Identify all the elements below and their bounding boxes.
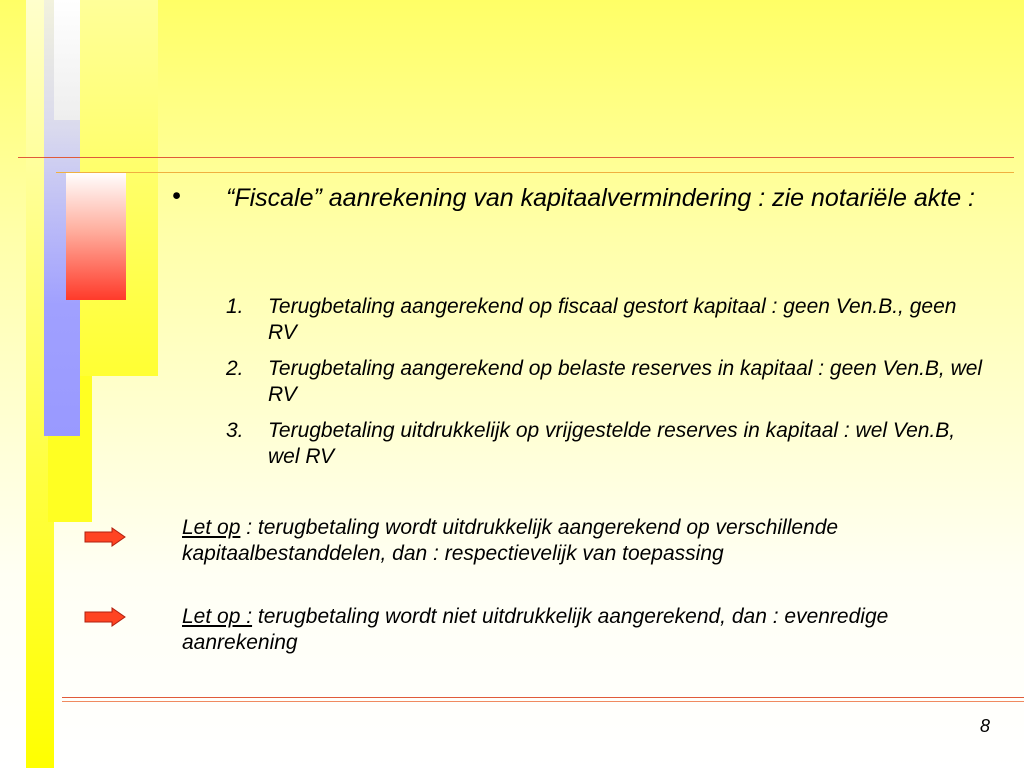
note-label: Let op xyxy=(182,516,241,539)
list-item-number: 2. xyxy=(226,357,244,380)
right-arrow-icon xyxy=(84,527,126,547)
main-bullet-symbol: • xyxy=(172,182,181,210)
list-item-text: Terugbetaling aangerekend op fiscaal gestort kapitaal : geen Ven.B., geen RV xyxy=(268,295,957,344)
note-let-op-2 xyxy=(182,604,1002,656)
right-arrow-icon xyxy=(84,607,126,627)
note-text: terugbetaling wordt niet uitdrukkelijk aangerekend, dan : evenredige aanrekening xyxy=(182,605,889,654)
list-item-number: 3. xyxy=(226,419,244,442)
note-text: : terugbetaling wordt uitdrukkelijk aangerekend op verschillende kapitaalbestanddelen, dan : respectievelijk van toepassing xyxy=(182,516,839,565)
list-item-number: 1. xyxy=(226,295,244,318)
numbered-list xyxy=(226,294,986,480)
note-let-op-1 xyxy=(182,515,1002,567)
list-item xyxy=(226,294,986,346)
page-number: 8 xyxy=(979,716,990,736)
list-item xyxy=(226,418,986,470)
list-item xyxy=(226,356,986,408)
list-item-text: Terugbetaling uitdrukkelijk op vrijgestelde reserves in kapitaal : wel Ven.B, wel RV xyxy=(268,419,956,468)
list-item-text: Terugbetaling aangerekend op belaste reserves in kapitaal : geen Ven.B, wel RV xyxy=(268,357,983,406)
main-point: “Fiscale” aanrekening van kapitaalvermindering : zie notariële akte : xyxy=(226,184,975,212)
note-label: Let op : xyxy=(182,605,253,628)
